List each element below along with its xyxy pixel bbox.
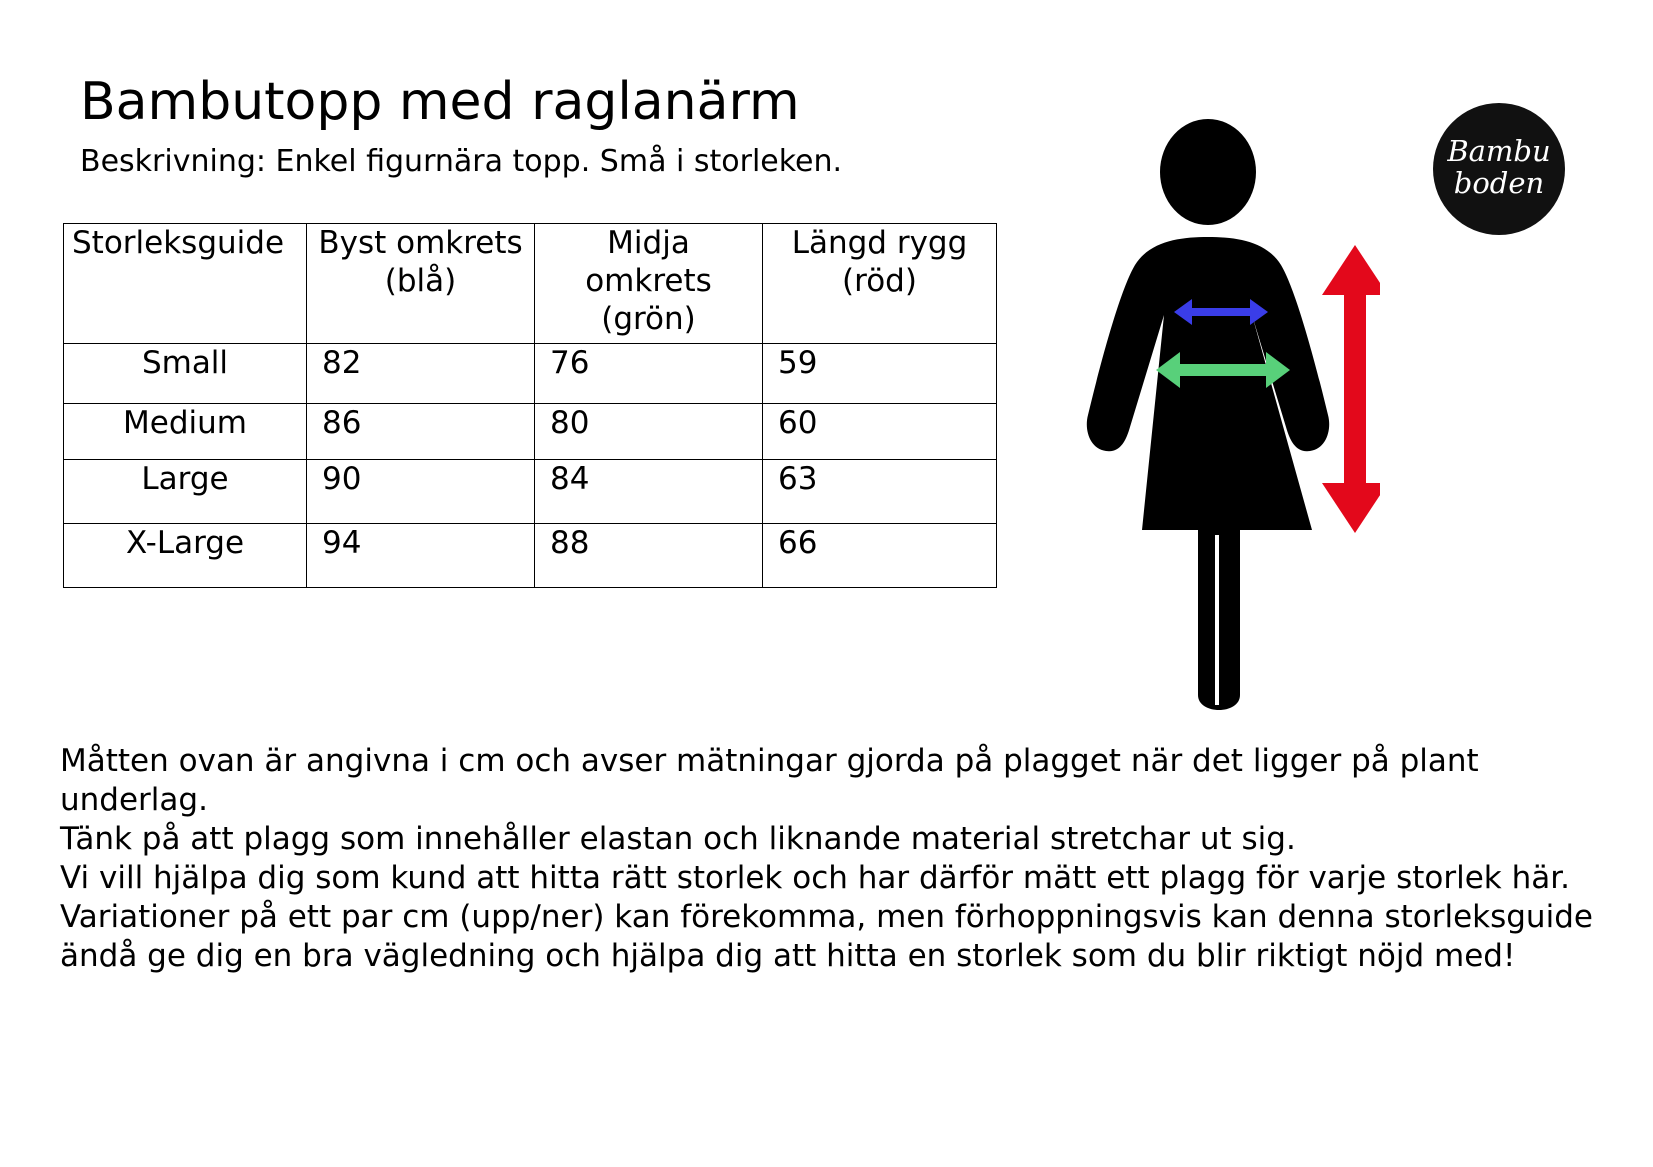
note-stretch: Tänk på att plagg som innehåller elastan och liknande material stretchar ut sig.: [60, 821, 1296, 857]
woman-silhouette-icon: [1080, 115, 1380, 735]
header-bust: Byst omkrets (blå): [307, 224, 535, 344]
size-label: Large: [64, 460, 307, 524]
note-measurements: Måtten ovan är angivna i cm och avser mätningar gjorda på plagget när det ligger på plant underlag.: [60, 743, 1479, 818]
waist-value: 76: [535, 344, 763, 404]
product-description: Beskrivning: Enkel figurnära topp. Små i storleken.: [80, 144, 843, 179]
length-value: 60: [763, 404, 997, 460]
size-label: Medium: [64, 404, 307, 460]
bust-value: 90: [307, 460, 535, 524]
bust-value: 82: [307, 344, 535, 404]
size-guide-table: [63, 223, 997, 588]
table-row: [64, 460, 997, 524]
size-label: Small: [64, 344, 307, 404]
waist-value: 80: [535, 404, 763, 460]
length-value: 59: [763, 344, 997, 404]
table-row: [64, 404, 997, 460]
figure-body: [1087, 237, 1329, 710]
bambuboden-logo: [1433, 103, 1565, 235]
bust-value: 94: [307, 524, 535, 588]
length-arrow-icon: [1322, 245, 1380, 533]
table-row: [64, 524, 997, 588]
note-help: Vi vill hjälpa dig som kund att hitta rätt storlek och har därför mätt ett plagg för varje storlek här. Variationer på ett par cm (upp/ner) kan förekomma, men förhoppningsvis kan denna storleksguide ändå ge dig en bra vägledning och hjälpa dig att hitta en storlek som du blir riktigt nöjd med!: [60, 860, 1593, 974]
figure-leg-gap: [1215, 535, 1219, 705]
figure-head: [1160, 119, 1256, 225]
length-value: 63: [763, 460, 997, 524]
waist-value: 88: [535, 524, 763, 588]
table-row: [64, 344, 997, 404]
header-size-guide: Storleksguide: [64, 224, 307, 344]
length-value: 66: [763, 524, 997, 588]
size-label: X-Large: [64, 524, 307, 588]
waist-value: 84: [535, 460, 763, 524]
bust-value: 86: [307, 404, 535, 460]
header-waist: Midja omkrets (grön): [535, 224, 763, 344]
header-length: Längd rygg (röd): [763, 224, 997, 344]
sizing-notes: [60, 742, 1620, 976]
logo-text: Bambu boden: [1447, 134, 1551, 200]
page-title: Bambutopp med raglanärm: [80, 72, 800, 132]
table-header-row: [64, 224, 997, 344]
